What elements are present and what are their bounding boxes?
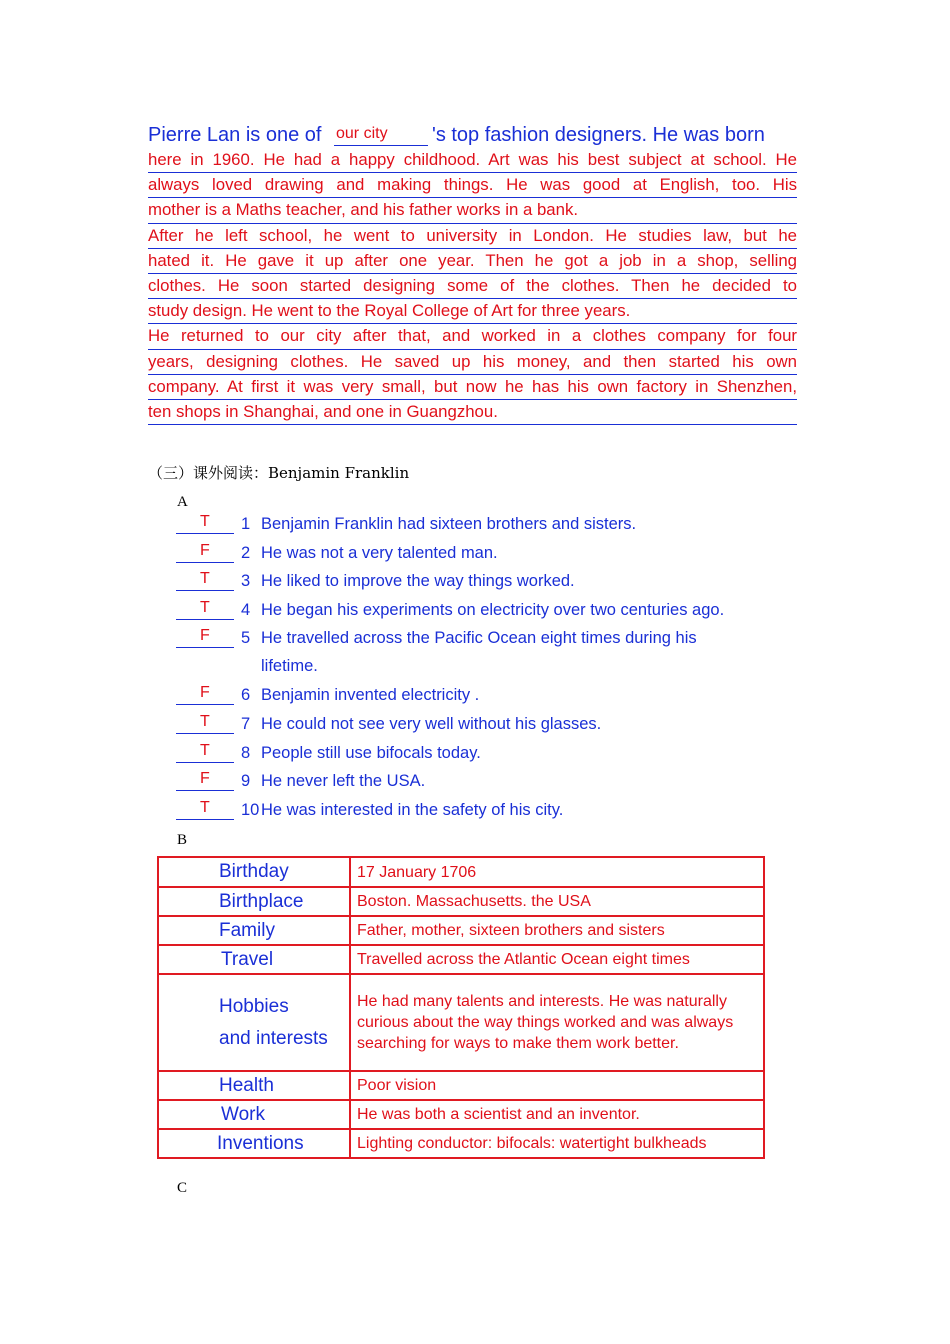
franklin-info-table: [157, 856, 765, 1159]
tf-answer: T: [200, 741, 210, 759]
item-number: 8: [241, 743, 251, 762]
statement: He began his experiments on electricity over two centuries ago.: [261, 600, 725, 619]
passage-line: study design. He went to the Royal College of Art for three years.: [148, 299, 797, 324]
row-key: Hobbies and interests: [158, 974, 350, 1071]
tf-answer: F: [200, 627, 210, 645]
item-number: 3: [241, 572, 251, 591]
passage-line: years, designing clothes. He saved up his money, and then started his own: [148, 350, 797, 375]
row-key: Birthplace: [158, 887, 350, 916]
statement: He liked to improve the way things worked.: [261, 572, 575, 591]
part-a-label: A: [177, 494, 188, 510]
passage-line: here in 1960. He had a happy childhood. Art was his best subject at school. He: [148, 148, 797, 173]
passage-line: clothes. He soon started designing some of the clothes. Then he decided to: [148, 274, 797, 299]
row-key: Health: [158, 1071, 350, 1100]
statement: Benjamin Franklin had sixteen brothers and sisters.: [261, 515, 637, 533]
answer-blank[interactable]: [176, 712, 234, 734]
statement: He was not a very talented man.: [261, 543, 498, 562]
row-value: Poor vision: [350, 1071, 764, 1100]
tf-item: [176, 765, 776, 794]
row-value: He had many talents and interests. He was naturally curious about the way things worked and was always searching for ways to make them work better.: [350, 974, 764, 1071]
tf-item: [176, 537, 776, 566]
row-value: Father, mother, sixteen brothers and sisters: [350, 916, 764, 945]
tf-answer: T: [200, 570, 210, 588]
part-c-label: C: [177, 1180, 188, 1196]
tf-item: [176, 737, 776, 766]
statement: He travelled across the Pacific Ocean eight times during his: [261, 629, 697, 648]
row-value: 17 January 1706: [350, 857, 764, 887]
fill-blank[interactable]: [334, 123, 428, 146]
tf-item: [176, 594, 776, 623]
tf-answer: T: [200, 798, 210, 816]
table-row: [158, 1100, 764, 1129]
passage-line: After he left school, he went to university in London. He studies law, but he: [148, 224, 797, 249]
row-key: Birthday: [158, 857, 350, 887]
row-value: Boston. Massachusetts. the USA: [350, 887, 764, 916]
table-row: [158, 916, 764, 945]
tf-item: [176, 622, 776, 679]
first-line-before: Pierre Lan is one of: [148, 124, 322, 146]
item-number: 1: [241, 515, 251, 533]
item-number: 9: [241, 772, 251, 791]
answer-blank[interactable]: [176, 741, 234, 763]
statement: People still use bifocals today.: [261, 743, 481, 762]
tf-item: [176, 679, 776, 708]
statement: Benjamin invented electricity .: [261, 686, 480, 705]
item-number: 7: [241, 714, 251, 733]
tf-answer: F: [200, 541, 210, 559]
passage-first-line: [148, 120, 797, 148]
passage-line: company. At first it was very small, but now he has his own factory in Shenzhen,: [148, 375, 797, 400]
tf-answer: T: [200, 513, 210, 530]
passage: [148, 120, 797, 425]
passage-line: He returned to our city after that, and worked in a clothes company for four: [148, 324, 797, 349]
row-value: Travelled across the Atlantic Ocean eight times: [350, 945, 764, 974]
answer-blank[interactable]: [176, 512, 234, 534]
tf-item: [176, 565, 776, 594]
answer-blank[interactable]: [176, 598, 234, 620]
tf-item: [176, 708, 776, 737]
answer-blank[interactable]: [176, 798, 234, 820]
section-heading: （三）课外阅读：Benjamin Franklin: [148, 464, 410, 482]
item-number: 2: [241, 543, 251, 562]
tf-item: [176, 794, 776, 823]
table-row: [158, 974, 764, 1071]
tf-answer: T: [200, 598, 210, 616]
item-number: 6: [241, 686, 251, 705]
part-b-label: B: [177, 832, 188, 848]
row-key: Work: [158, 1100, 350, 1129]
answer-blank[interactable]: [176, 626, 234, 648]
row-key: Inventions: [158, 1129, 350, 1158]
passage-line: always loved drawing and making things. He was good at English, too. His: [148, 173, 797, 198]
passage-line: hated it. He gave it up after one year. Then he got a job in a shop, selling: [148, 249, 797, 274]
table-row: [158, 1071, 764, 1100]
item-number: 10: [241, 800, 260, 819]
answer-blank[interactable]: [176, 769, 234, 791]
passage-line: ten shops in Shanghai, and one in Guangzhou.: [148, 400, 797, 425]
answer-blank[interactable]: [176, 569, 234, 591]
tf-answer: T: [200, 712, 210, 730]
table-row: [158, 1129, 764, 1158]
statement: He never left the USA.: [261, 772, 426, 791]
answer-blank[interactable]: [176, 683, 234, 705]
table-row: [158, 887, 764, 916]
row-value: He was both a scientist and an inventor.: [350, 1100, 764, 1129]
table-row: [158, 857, 764, 887]
statement-continuation: lifetime.: [261, 657, 318, 676]
first-line-after: 's top fashion designers. He was born: [432, 124, 765, 146]
blank-answer: our city: [336, 125, 388, 142]
row-key: Travel: [158, 945, 350, 974]
tf-answer: F: [200, 770, 210, 788]
item-number: 5: [241, 629, 251, 648]
tf-item: [176, 508, 776, 537]
table-row: [158, 945, 764, 974]
statement: He could not see very well without his glasses.: [261, 714, 602, 733]
answer-blank[interactable]: [176, 541, 234, 563]
row-value: Lighting conductor: bifocals: watertight bulkheads: [350, 1129, 764, 1158]
item-number: 4: [241, 600, 251, 619]
statement: He was interested in the safety of his city.: [261, 800, 564, 819]
row-key: Family: [158, 916, 350, 945]
true-false-list: [176, 508, 776, 822]
tf-answer: F: [200, 684, 210, 702]
passage-line: mother is a Maths teacher, and his father works in a bank.: [148, 198, 797, 223]
